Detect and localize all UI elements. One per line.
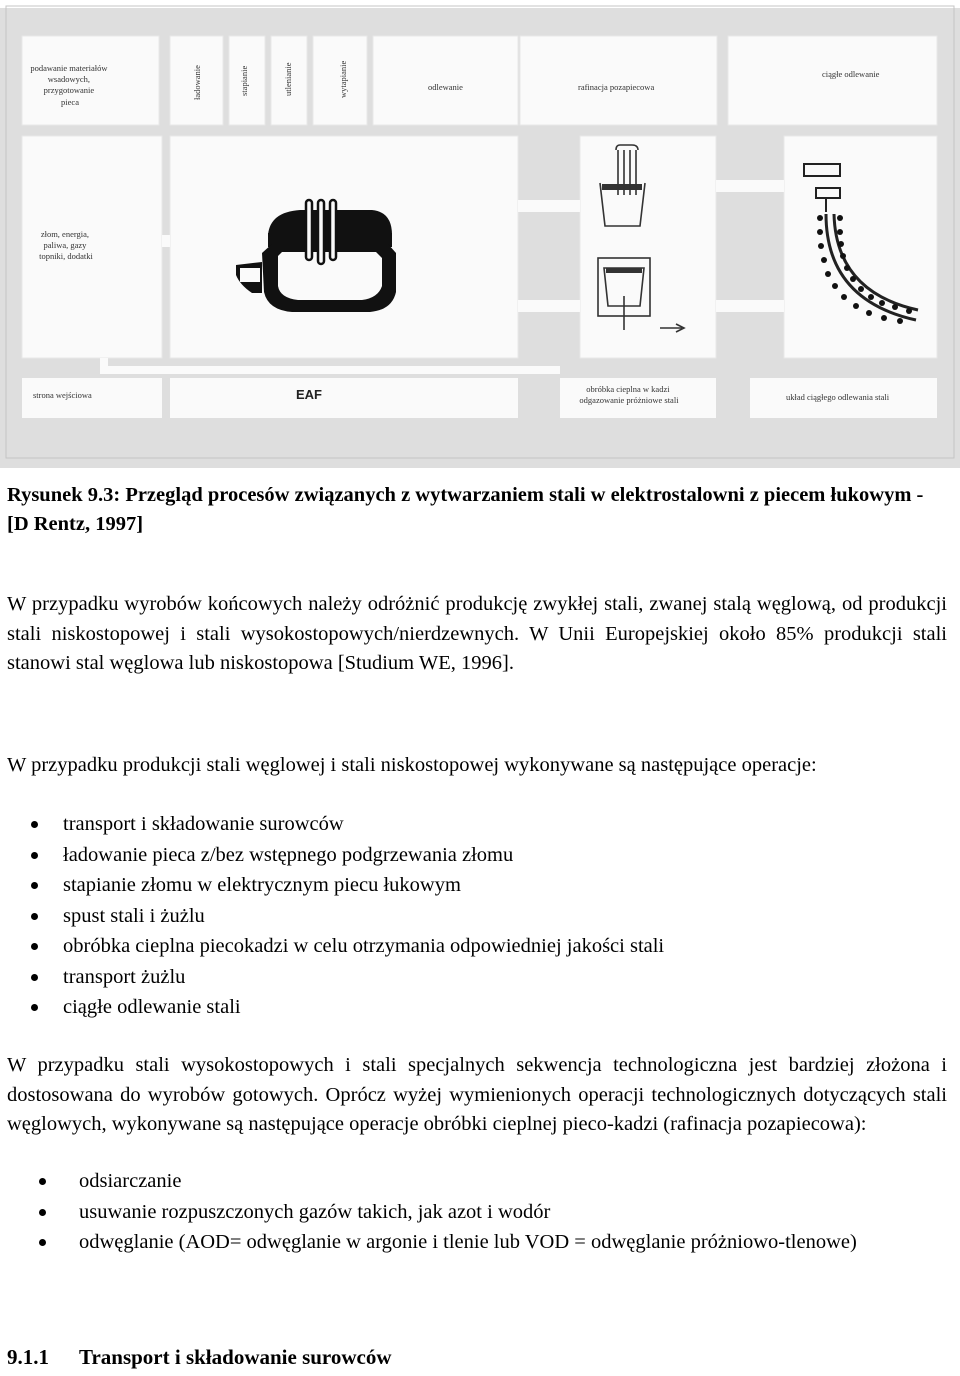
figure-caption: Rysunek 9.3: Przegląd procesów związanych z wytwarzaniem stali w elektrostalowni z piecem łukowym - [D Rentz, 1997] [7, 484, 924, 535]
paragraph-carbon-steel: W przypadku wyrobów końcowych należy odróżnić produkcję zwykłej stali, zwanej stalą węglową, od produkcji stali niskostopowej i stali wysokostopowych/nierdzewnych. W Unii Europejskiej około 85% produkcji stali stanowi stal węglowa lub niskostopowa [Studium WE, 1996]. [7, 593, 947, 674]
label-ladowanie: ładowanie [192, 65, 202, 100]
list-item: ciągłe odlewanie stali [63, 992, 664, 1023]
label-utlenianie: utlenianie [283, 62, 293, 96]
section-number: 9.1.1 [7, 1345, 49, 1369]
label-rafinacja: rafinacja pozapiecowa [578, 82, 655, 92]
paragraph-operations-intro: W przypadku produkcji stali węglowej i stali niskostopowej wykonywane są następujące operacje: [7, 754, 817, 776]
return-line [100, 366, 560, 374]
label-odlewanie: odlewanie [428, 82, 463, 92]
stage-box-ciagle [728, 36, 937, 125]
list-item: spust stali i żużlu [63, 901, 664, 932]
section-heading [7, 1345, 392, 1370]
list-item: odsiarczanie [79, 1166, 949, 1197]
label-stapianie: stapianie [239, 65, 249, 96]
label-eaf: EAF [296, 387, 322, 402]
stage-box-rafinacja [520, 36, 717, 125]
process-diagram [0, 0, 960, 468]
treatments-list [79, 1166, 949, 1258]
list-item: ładowanie pieca z/bez wstępnego podgrzewania złomu [63, 840, 664, 871]
list-item: usuwanie rozpuszczonych gazów takich, jak azot i wodór [79, 1197, 949, 1228]
operations-list [63, 809, 664, 1023]
caster-box [784, 136, 937, 358]
label-podawanie: podawanie materiałów wsadowych, przygotowanie pieca [30, 63, 108, 107]
label-wytapianie: wytapianie [338, 60, 348, 98]
list-item: transport i składowanie surowców [63, 809, 664, 840]
section-title: Transport i składowanie surowców [79, 1345, 392, 1369]
paragraph-high-alloy: W przypadku stali wysokostopowych i stali specjalnych sekwencja technologiczna jest bardziej złożona i dostosowana do wyrobów gotowych. Oprócz wyżej wymienionych operacji technologicznych dotyczących stali węglowych, wykonywane są następujące operacje obróbki cieplnej pieco-kadzi (rafinacja pozapiecowa): [7, 1054, 947, 1135]
label-strona: strona wejściowa [33, 390, 92, 400]
list-item: obróbka cieplna piecokadzi w celu otrzymania odpowiedniej jakości stali [63, 931, 664, 962]
label-obrobka: obróbka cieplna w kadzi odgazowanie próżniowe stali [579, 384, 679, 405]
ladle-box [580, 136, 716, 358]
bottom-box-eaf [170, 378, 518, 418]
list-item: stapianie złomu w elektrycznym piecu łukowym [63, 870, 664, 901]
list-item: transport żużlu [63, 962, 664, 993]
label-ciagle: ciągłe odlewanie [822, 69, 880, 79]
label-uklad: układ ciągłego odlewania stali [786, 392, 890, 402]
label-inputs: złom, energia, paliwa, gazy topniki, dodatki [39, 229, 93, 261]
stage-box-odlewanie [373, 36, 518, 125]
list-item: odwęglanie (AOD= odwęglanie w argonie i tlenie lub VOD = odwęglanie próżniowo-tlenowe) [79, 1227, 949, 1258]
